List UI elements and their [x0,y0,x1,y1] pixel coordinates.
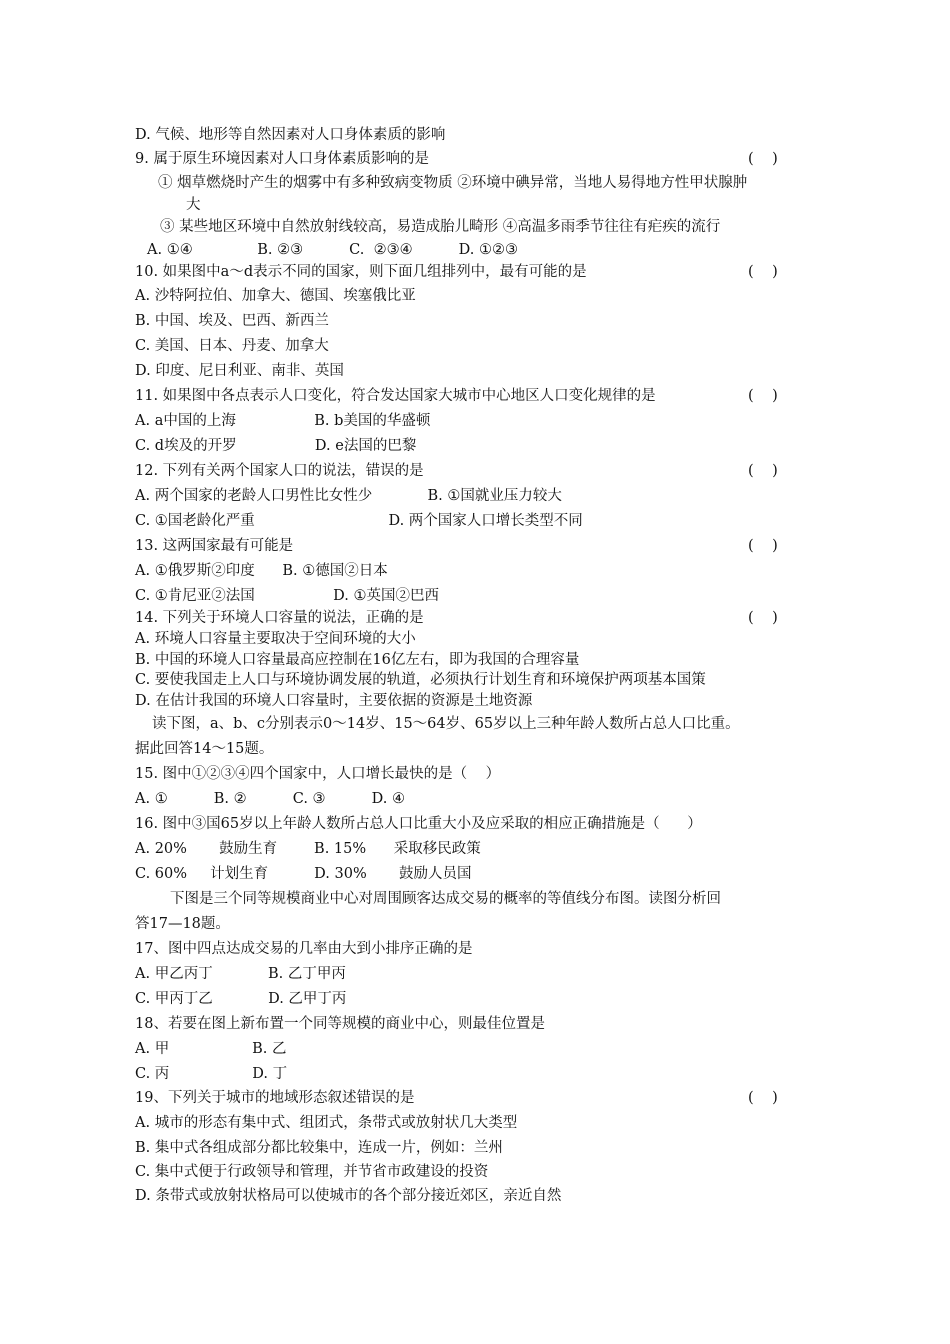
option-line: B. 集中式各组成部分都比较集中，连成一片，例如：兰州 [135,1140,503,1156]
answer-bracket: ( ) [748,463,778,479]
question-13: 13. 这两国家最有可能是 [135,538,294,554]
option-line: A. 沙特阿拉伯、加拿大、德国、埃塞俄比亚 [135,288,416,304]
option-line: D. 印度、尼日利亚、南非、英国 [135,363,344,379]
instruction-text: 下图是三个同等规模商业中心对周围顾客达成交易的概率的等值线分布图。读图分析回 [170,891,721,907]
question-15: 15. 图中①②③④四个国家中，人口增长最快的是（ ） [135,766,501,782]
statement-line: ③ 某些地区环境中自然放射线较高，易造成胎儿畸形 ④高温多雨季节往往有疟疾的流行 [160,219,721,235]
question-14: 14. 下列关于环境人口容量的说法，正确的是 [135,610,424,626]
option-line: A. 20% 鼓励生育 B. 15% 采取移民政策 [135,841,481,857]
option-line: C. 丙 D. 丁 [135,1066,288,1082]
answer-bracket: ( ) [748,538,778,554]
option-line: C. 要使我国走上人口与环境协调发展的轨道，必须执行计划生育和环境保护两项基本国策 [135,672,706,688]
option-line: A. a中国的上海 B. b美国的华盛顿 [135,413,431,429]
option-line: C. 甲丙丁乙 D. 乙甲丁丙 [135,991,347,1007]
answer-bracket: ( ) [748,264,778,280]
option-line: B. 中国、埃及、巴西、新西兰 [135,313,329,329]
answer-bracket: ( ) [748,1090,778,1106]
question-10: 10. 如果图中a～d表示不同的国家，则下面几组排列中，最有可能的是 [135,264,587,280]
option-line: A. 环境人口容量主要取决于空间环境的大小 [135,631,416,647]
option-line: A. 甲乙丙丁 B. 乙丁甲丙 [135,966,346,982]
answer-bracket: ( ) [748,610,778,626]
option-line: C. 60% 计划生育 D. 30% 鼓励人员国 [135,866,472,882]
option-line: A. 两个国家的老龄人口男性比女性少 B. ①国就业压力较大 [135,488,562,504]
option-line: C. ①肯尼亚②法国 D. ①英国②巴西 [135,588,439,604]
option-line: B. 中国的环境人口容量最高应控制在16亿左右，即为我国的合理容量 [135,652,580,668]
instruction-text: 据此回答14～15题。 [135,741,274,757]
question-16: 16. 图中③国65岁以上年龄人数所占总人口比重大小及应采取的相应正确措施是（ ） [135,816,702,832]
option-line: A. ①俄罗斯②印度 B. ①德国②日本 [135,563,388,579]
instruction-text: 答17—18题。 [135,916,230,932]
option-line: C. 集中式便于行政领导和管理，并节省市政建设的投资 [135,1164,489,1180]
option-line: D. 气候、地形等自然因素对人口身体素质的影响 [135,127,446,143]
statement-line: ① 烟草燃烧时产生的烟雾中有多种致病变物质 ②环境中碘异常，当地人易得地方性甲状腺肿 [158,175,748,191]
option-line: A. ① B. ② C. ③ D. ④ [135,791,405,807]
question-19: 19、下列关于城市的地域形态叙述错误的是 [135,1090,415,1106]
answer-bracket: ( ) [748,388,778,404]
option-line: A. ①④ B. ②③ C. ②③④ D. ①②③ [147,242,518,258]
question-12: 12. 下列有关两个国家人口的说法，错误的是 [135,463,424,479]
option-line: C. ①国老龄化严重 D. 两个国家人口增长类型不同 [135,513,583,529]
question-9: 9. 属于原生环境因素对人口身体素质影响的是 [135,151,429,167]
instruction-text: 读下图，a、b、c分别表示0～14岁、15～64岁、65岁以上三种年龄人数所占总人口比重。 [152,716,740,732]
option-line: D. 在估计我国的环境人口容量时，主要依据的资源是土地资源 [135,693,533,709]
option-line: A. 甲 B. 乙 [135,1041,287,1057]
question-17: 17、图中四点达成交易的几率由大到小排序正确的是 [135,941,473,957]
question-11: 11. 如果图中各点表示人口变化，符合发达国家大城市中心地区人口变化规律的是 [135,388,656,404]
option-line: C. d埃及的开罗 D. e法国的巴黎 [135,438,417,454]
question-18: 18、若要在图上新布置一个同等规模的商业中心，则最佳位置是 [135,1016,545,1032]
option-line: A. 城市的形态有集中式、组团式，条带式或放射状几大类型 [135,1115,518,1131]
answer-bracket: ( ) [748,151,778,167]
option-line: C. 美国、日本、丹麦、加拿大 [135,338,329,354]
statement-line: 大 [186,197,201,213]
option-line: D. 条带式或放射状格局可以使城市的各个部分接近郊区，亲近自然 [135,1188,562,1204]
